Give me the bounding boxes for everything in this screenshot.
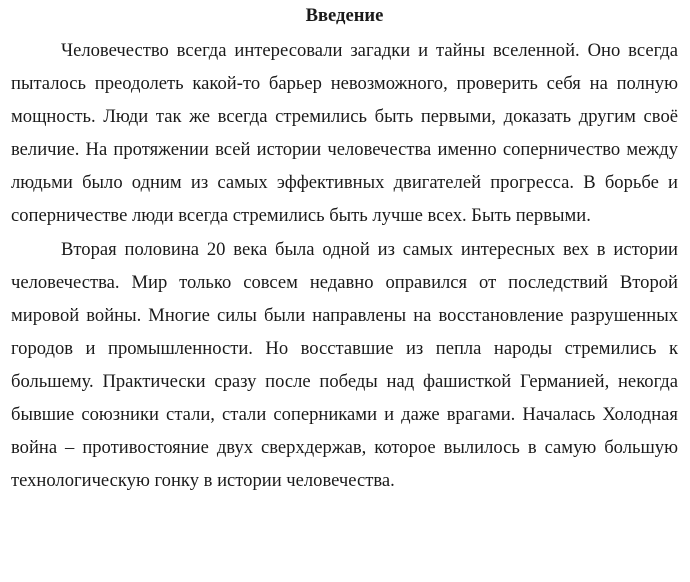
paragraph-1: Человечество всегда интересовали загадки и тайны вселенной. Оно всегда пыталось преодолеть какой-то барьер невозможного, проверить себя на полную мощность. Люди так же всегда стремились быть первыми, доказать другим своё величие. На протяжении всей истории человечества именно соперничество между людьми было одним из самых эффективных двигателей прогресса. В борьбе и соперничестве люди всегда стремились быть лучше всех. Быть первыми. <box>11 40 678 227</box>
document-title: Введение <box>305 5 384 26</box>
paragraph-2: Вторая половина 20 века была одной из самых интересных вех в истории человечества. Мир только совсем недавно оправился от последствий Второй мировой войны. Многие силы были направлены на восстановление разрушенных городов и промышленности. Но восставшие из пепла народы стремились к большему. Практически сразу после победы над фашисткой Германией, некогда бывшие союзники стали, стали соперниками и даже врагами. Началась Холодная война – противостояние двух сверхдержав, которое вылилось в самую большую технологическую гонку в истории человечества. <box>11 238 678 492</box>
document-page <box>11 4 678 497</box>
